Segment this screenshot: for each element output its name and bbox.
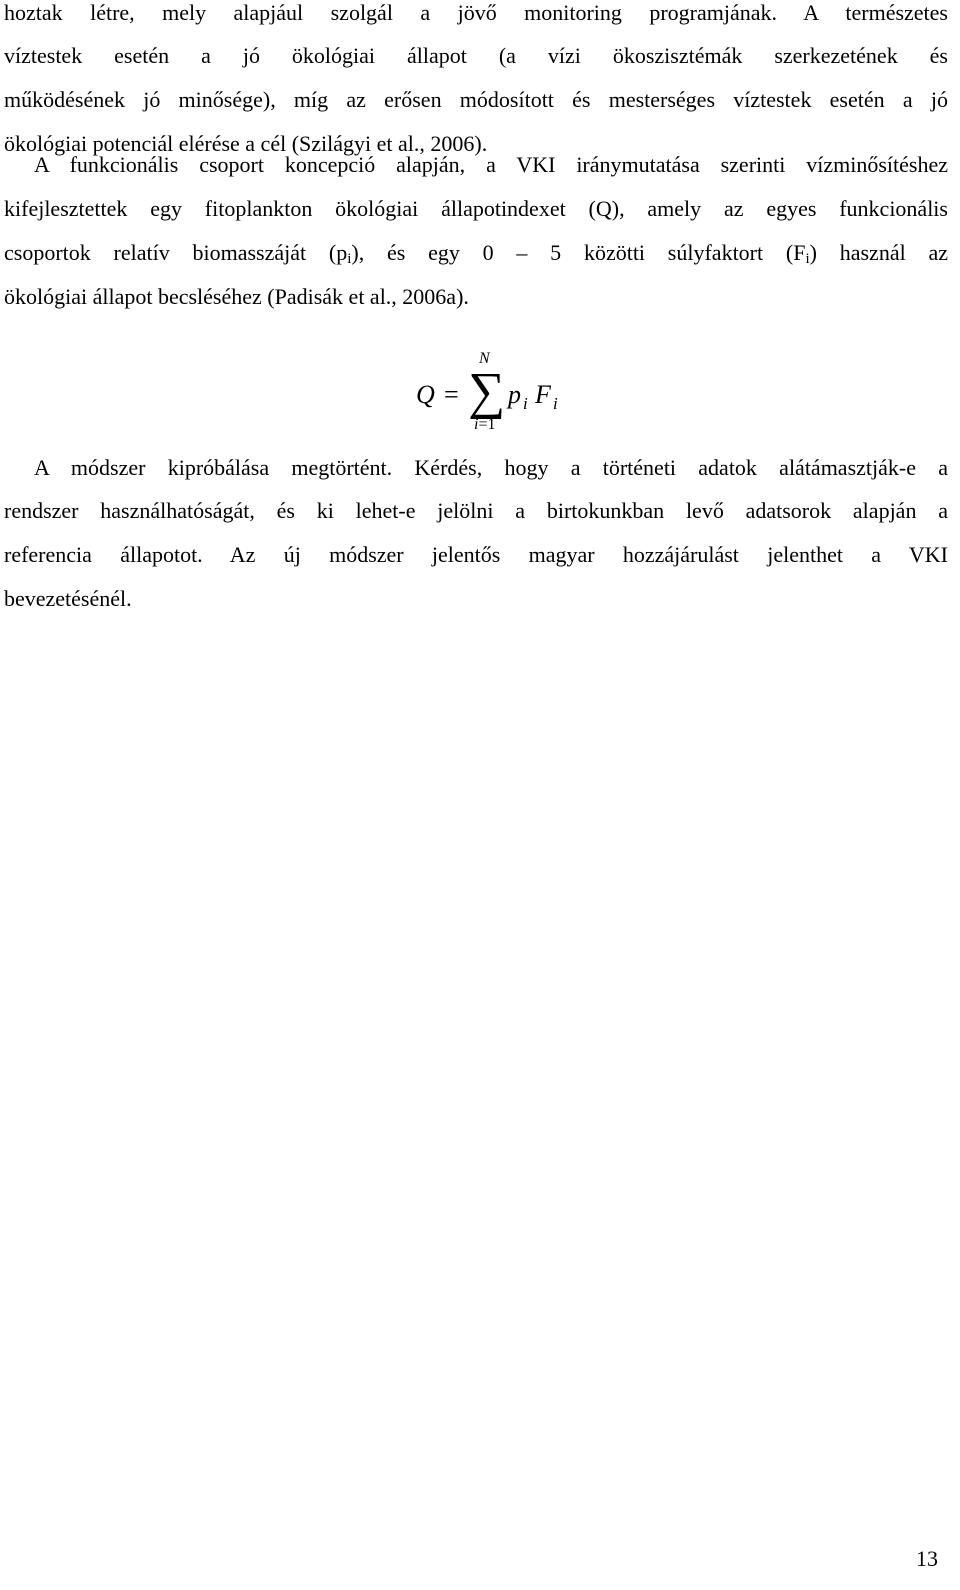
- sum-upper-limit: N: [479, 350, 490, 367]
- line3-part-a: csoportok relatív biomasszáját (p: [4, 240, 348, 265]
- paragraph-1-line-1: hoztak létre, mely alapjául szolgál a jövő monitoring programjának. A természetes: [4, 0, 948, 25]
- formula-q-index: [400, 350, 620, 440]
- subscript-i: i: [805, 251, 810, 267]
- paragraph-3-line-4: bevezetésénél.: [4, 586, 132, 611]
- paragraph-3-line-1: A módszer kipróbálása megtörtént. Kérdés, hogy a történeti adatok alátámasztják-e a: [34, 455, 948, 480]
- subscript-i: i: [347, 251, 352, 267]
- formula-equals: =: [444, 380, 459, 409]
- paragraph-2-line-3: [4, 240, 948, 266]
- line3-part-c: ) használ az: [809, 240, 949, 265]
- paragraph-2-line-2: kifejlesztettek egy fitoplankton ökológiai állapotindexet (Q), amely az egyes funkcionális: [4, 196, 948, 221]
- sum-lower-limit: [474, 416, 495, 434]
- formula-lhs: Q: [416, 380, 435, 409]
- term-f: F: [535, 380, 551, 409]
- line3-part-b: ), és egy 0 – 5 közötti súlyfaktort (F: [351, 240, 806, 265]
- paragraph-1-line-2: víztestek esetén a jó ökológiai állapot (a vízi ökoszisztémák szerkezetének és: [4, 43, 948, 68]
- paragraph-1-line-3: működésének jó minősége), míg az erősen módosított és mesterséges víztestek esetén a jó: [4, 87, 948, 112]
- paragraph-2-line-1: A funkcionális csoport koncepció alapján, a VKI iránymutatása szerinti vízminősítéshez: [34, 152, 948, 177]
- paragraph-3-line-2: rendszer használhatóságát, és ki lehet-e jelölni a birtokunkban levő adatsorok alapján a: [4, 498, 948, 523]
- page-number: 13: [916, 1546, 938, 1571]
- term-p-subscript: i: [523, 394, 528, 413]
- sum-symbol: ∑: [468, 363, 506, 420]
- paragraph-1-line-4: ökológiai potenciál elérése a cél (Szilágyi et al., 2006).: [4, 131, 488, 156]
- sum-lower-eq: =1: [478, 416, 496, 433]
- paragraph-2-line-4: ökológiai állapot becsléséhez (Padisák et al., 2006a).: [4, 284, 469, 309]
- paragraph-3-line-3: referencia állapotot. Az új módszer jelentős magyar hozzájárulást jelenthet a VKI: [4, 542, 948, 567]
- term-f-subscript: i: [553, 394, 558, 413]
- term-p: p: [508, 380, 521, 409]
- sum-lower-var: i: [474, 416, 479, 433]
